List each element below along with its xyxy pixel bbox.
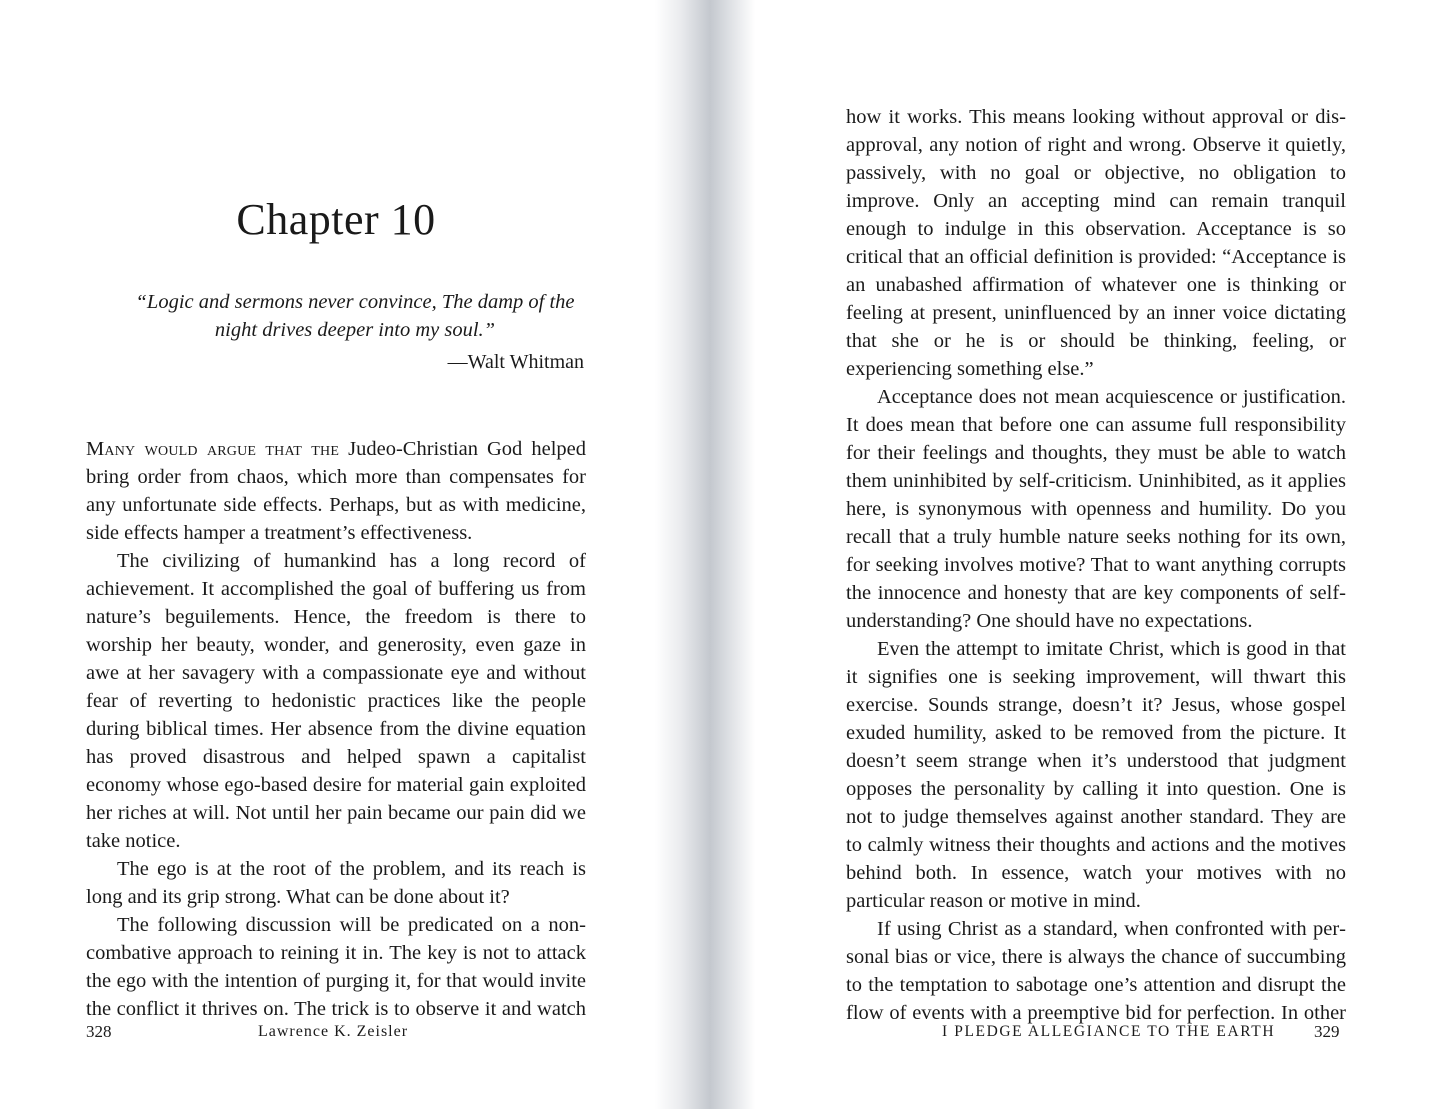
paragraph-text: Judeo-Christian God helped bring order from chaos, which more than compensates for any unfortunate side effects. Perhaps, but as with medicine, side effects hamper a treatment’s effectiveness. bbox=[86, 438, 586, 544]
epigraph-author: —Walt Whitman bbox=[447, 351, 584, 373]
left-page-body bbox=[86, 435, 586, 1023]
epigraph-quote: “Logic and sermons never convince, The damp of the night drives deeper into my soul.” bbox=[135, 291, 575, 341]
body-paragraph: The ego is at the root of the problem, and its reach is long and its grip strong. What can be done about it? bbox=[86, 858, 586, 908]
body-paragraph: The civilizing of humankind has a long record of achievement. It accomplished the goal of buffering us from nature’s beguilements. Hence, the freedom is there to worship her beauty, wonder, and generosity, even gaze in awe at her savagery with a compassionate eye and without fear of reverting to hedonistic practices like the people during biblical times. Her absence from the divine equation has proved disastrous and helped spawn a capitalist economy whose ego-based desire for material gain exploited her riches at will. Not until her pain became our pain did we take notice. bbox=[86, 550, 586, 852]
epigraph bbox=[126, 288, 584, 376]
body-paragraph: Even the attempt to imitate Christ, which is good in that it signifies one is seeking improvement, will thwart this exercise. Sounds strange, doesn’t it? Jesus, whose gospel exuded humility, asked to be removed from the picture. It doesn’t seem strange when it’s understood that judgment opposes the personality by calling it into question. One is not to judge themselves against another standard. They are to calmly witness their thoughts and actions and the motives behind both. In essence, watch your motives with no particular reason or motive in mind. bbox=[846, 638, 1346, 912]
lead-in-small-caps: Many would argue that the bbox=[86, 438, 340, 460]
running-head-author: Lawrence K. Zeisler bbox=[258, 1023, 409, 1040]
running-head-book-title: I PLEDGE ALLEGIANCE TO THE EARTH bbox=[942, 1023, 1276, 1040]
left-page bbox=[86, 0, 586, 1109]
book-gutter-shadow bbox=[655, 0, 755, 1109]
body-paragraph: If using Christ as a standard, when confronted with personal bias or vice, there is always the chance of succumbing to the temptation to sabotage one’s attention and disrupt the flow of events with a preemptive bid for perfection. In other bbox=[846, 918, 1346, 1024]
chapter-title: Chapter 10 bbox=[236, 195, 436, 244]
page-number-left: 328 bbox=[86, 1022, 112, 1041]
right-page bbox=[846, 0, 1346, 1109]
body-paragraph bbox=[86, 435, 586, 547]
page-number-right: 329 bbox=[1314, 1022, 1340, 1041]
right-page-body bbox=[846, 103, 1346, 1027]
body-paragraph: The following discussion will be predicated on a noncombative approach to reining it in. The key is not to attack the ego with the intention of purging it, for that would invite the conflict it thrives on. The trick is to observe it and watch bbox=[86, 914, 586, 1020]
body-paragraph: how it works. This means looking without approval or disapproval, any notion of right and wrong. Observe it quietly, passively, with no goal or objective, no obligation to improve. Only an accepting mind can remain tranquil enough to indulge in this observation. Acceptance is so critical that an official definition is provided: “Acceptance is an unabashed affirmation of whatever one is thinking or feeling at present, uninfluenced by an inner voice dictating that she or he is or should be thinking, feeling, or experiencing something else.” bbox=[846, 106, 1346, 380]
body-paragraph: Acceptance does not mean acquiescence or justification. It does mean that before one can assume full responsibility for their feelings and thoughts, they must be able to watch them uninhibited by self-criticism. Uninhibited, as it applies here, is synonymous with openness and humility. Do you recall that a truly humble nature seeks nothing for its own, for seeking involves motive? That to want anything corrupts the innocence and honesty that are key components of self-understanding? One should have no expectations. bbox=[846, 386, 1346, 632]
